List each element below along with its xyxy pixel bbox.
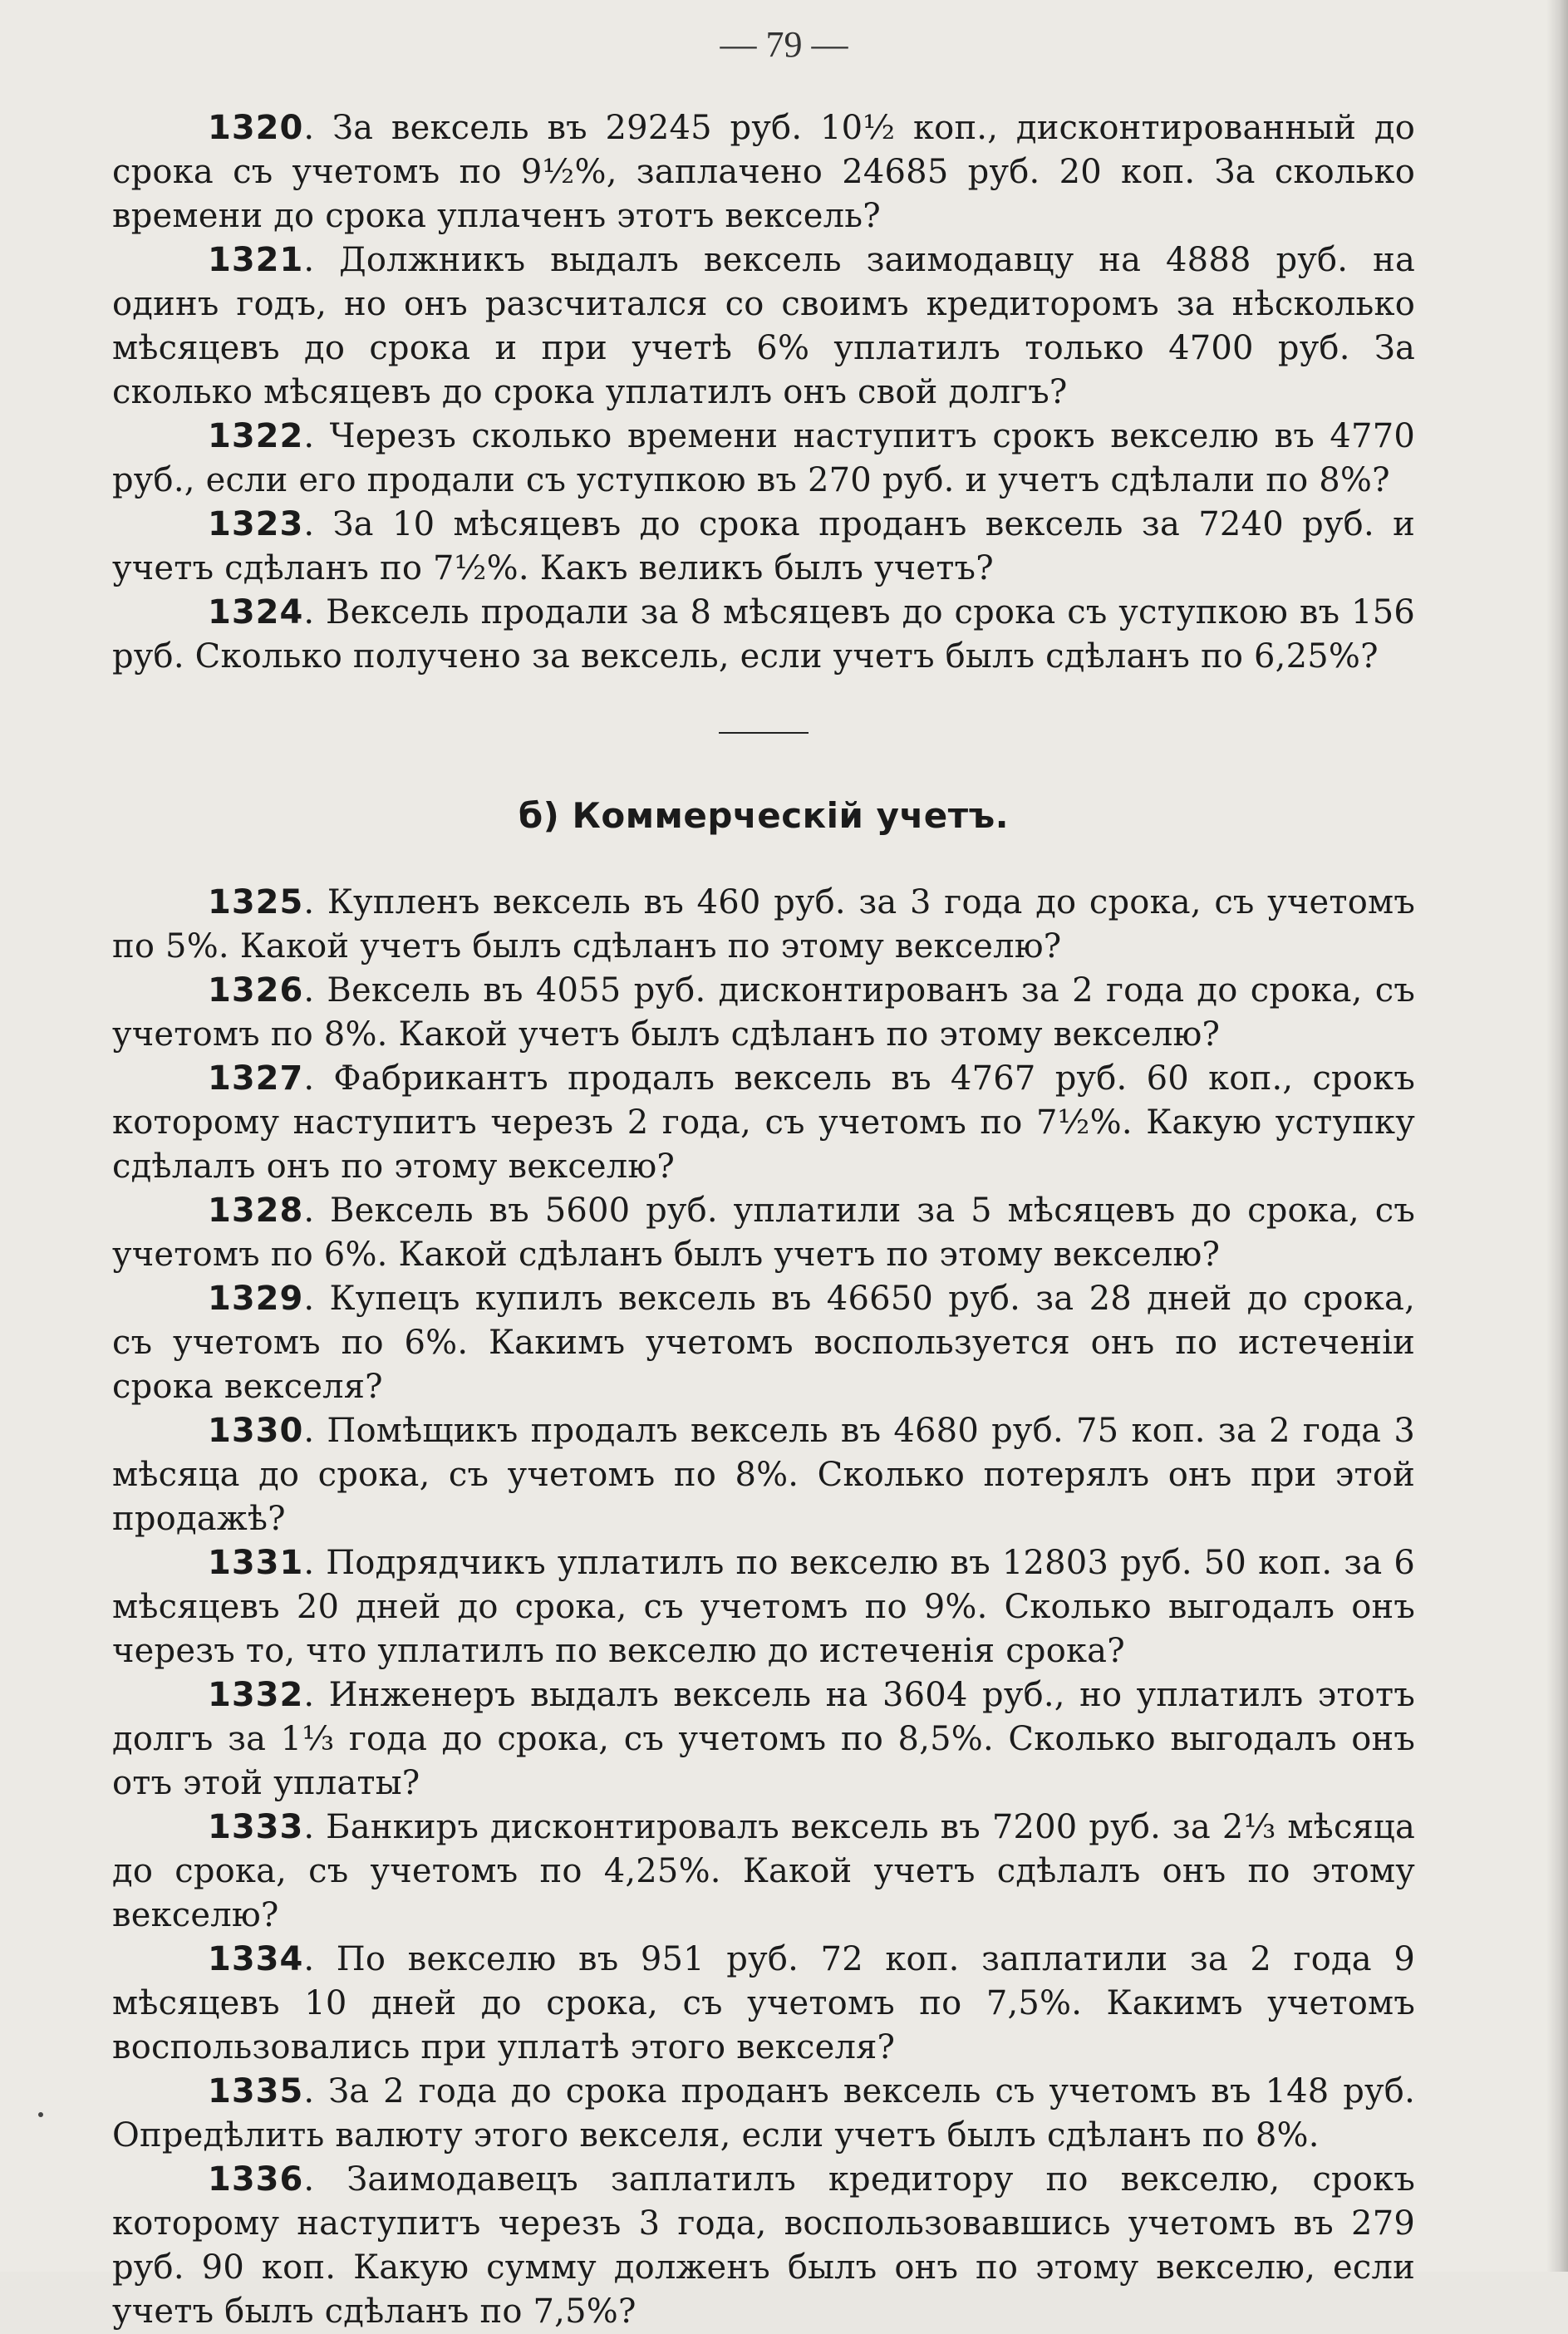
section-divider [719, 732, 809, 734]
problem-text: . По векселю въ 951 руб. 72 коп. заплатили за 2 года 9 мѣсяцевъ 10 дней до срока, съ учетомъ по 7,5%. Какимъ учетомъ воспользовались при уплатѣ этого векселя? [112, 1940, 1415, 2066]
problem [112, 106, 1415, 238]
problem-number: 1324 [208, 593, 304, 631]
problem-number: 1333 [208, 1808, 304, 1846]
problem-number: 1332 [208, 1676, 304, 1714]
problem-text: . Должникъ выдалъ вексель заимодавцу на 4888 руб. на одинъ годъ, но онъ разсчитался со своимъ кредиторомъ за нѣсколько мѣсяцевъ до срока и при учетѣ 6% уплатилъ только 4700 руб. За сколько мѣсяцевъ до срока уплатилъ онъ свой долгъ? [112, 241, 1415, 411]
problem-number: 1322 [208, 417, 304, 455]
problem-number: 1330 [208, 1412, 304, 1450]
problem [112, 238, 1415, 415]
problem [112, 591, 1415, 679]
problem [112, 1938, 1415, 2070]
problem [112, 415, 1415, 503]
page-content [112, 106, 1415, 2334]
problem [112, 881, 1415, 969]
problem [112, 969, 1415, 1057]
problem [112, 1673, 1415, 1806]
problem [112, 1277, 1415, 1409]
problem [112, 1541, 1415, 1673]
problem-number: 1336 [208, 2160, 304, 2199]
problem-text: . За вексель въ 29245 руб. 10½ коп., дисконтированный до срока съ учетомъ по 9½%, заплачено 24685 руб. 20 коп. За сколько времени до срока уплаченъ этотъ вексель? [112, 109, 1415, 235]
problem-text: . Фабрикантъ продалъ вексель въ 4767 руб. 60 коп., срокъ которому наступитъ черезъ 2 года, съ учетомъ по 7½%. Какую уступку сдѣлалъ онъ по этому векселю? [112, 1059, 1415, 1186]
page-number: — 79 — [720, 24, 848, 65]
problem-text: . За 10 мѣсяцевъ до срока проданъ вексель за 7240 руб. и учетъ сдѣланъ по 7½%. Какъ великъ былъ учетъ? [112, 505, 1415, 587]
problem-number: 1326 [208, 971, 304, 1010]
problem-text: . Черезъ сколько времени наступитъ срокъ векселю въ 4770 руб., если его продали съ уступкою въ 270 руб. и учетъ сдѣлали по 8%? [112, 417, 1415, 499]
problem-text: . Заимодавецъ заплатилъ кредитору по векселю, срокъ которому наступитъ черезъ 3 года, воспользовавшись учетомъ въ 279 руб. 90 коп. Какую сумму долженъ былъ онъ по этому векселю, если учетъ былъ сдѣланъ по 7,5%? [112, 2160, 1415, 2331]
problem-text: . Вексель въ 5600 руб. уплатили за 5 мѣсяцевъ до срока, съ учетомъ по 6%. Какой сдѣланъ былъ учетъ по этому векселю? [112, 1192, 1415, 1274]
problem-number: 1323 [208, 505, 304, 543]
problem-text: . Купленъ вексель въ 460 руб. за 3 года до срока, съ учетомъ по 5%. Какой учетъ былъ сдѣланъ по этому векселю? [112, 883, 1415, 966]
problem [112, 1409, 1415, 1541]
problem [112, 1806, 1415, 1938]
problem-number: 1335 [208, 2072, 304, 2110]
problem [112, 2070, 1415, 2158]
section-title: б) Коммерческiй учетъ. [518, 795, 1010, 836]
problem-number: 1329 [208, 1280, 304, 1318]
problem-text: . Вексель въ 4055 руб. дисконтированъ за 2 года до срока, съ учетомъ по 8%. Какой учетъ былъ сдѣланъ по этому векселю? [112, 971, 1415, 1054]
problem-number: 1325 [208, 883, 304, 921]
problem-number: 1327 [208, 1059, 304, 1098]
problem [112, 1057, 1415, 1189]
problem-text: . За 2 года до срока проданъ вексель съ учетомъ въ 148 руб. Опредѣлить валюту этого векселя, если учетъ былъ сдѣланъ по 8%. [112, 2072, 1415, 2155]
problem-number: 1334 [208, 1940, 304, 1978]
problem-text: . Инженеръ выдалъ вексель на 3604 руб., но уплатилъ этотъ долгъ за 1⅓ года до срока, съ учетомъ по 8,5%. Сколько выгодалъ онъ отъ этой уплаты? [112, 1676, 1415, 1802]
margin-speck [38, 2112, 43, 2117]
problem-text: . Помѣщикъ продалъ вексель въ 4680 руб. 75 коп. за 2 года 3 мѣсяца до срока, съ учетомъ по 8%. Сколько потерялъ онъ при этой продажѣ? [112, 1412, 1415, 1538]
problem [112, 503, 1415, 591]
problem-text: . Вексель продали за 8 мѣсяцевъ до срока съ уступкою въ 156 руб. Сколько получено за вексель, если учетъ былъ сдѣланъ по 6,25%? [112, 593, 1415, 676]
problem-number: 1320 [208, 109, 304, 147]
problem-number: 1328 [208, 1192, 304, 1230]
problem-text: . Купецъ купилъ вексель въ 46650 руб. за 28 дней до срока, съ учетомъ по 6%. Какимъ учетомъ воспользуется онъ по истеченiи срока векселя? [112, 1280, 1415, 1406]
problem-number: 1321 [208, 241, 304, 279]
problem [112, 1189, 1415, 1277]
problem-text: . Подрядчикъ уплатилъ по векселю въ 12803 руб. 50 коп. за 6 мѣсяцевъ 20 дней до срока, съ учетомъ по 9%. Сколько выгодалъ онъ черезъ то, что уплатилъ по векселю до истеченiя срока? [112, 1544, 1415, 1670]
page-edge-shadow [1546, 0, 1568, 2272]
problem-number: 1331 [208, 1544, 304, 1582]
problem [112, 2158, 1415, 2334]
problem-text: . Банкиръ дисконтировалъ вексель въ 7200 руб. за 2⅓ мѣсяца до срока, съ учетомъ по 4,25%. Какой учетъ сдѣлалъ онъ по этому векселю? [112, 1808, 1415, 1934]
